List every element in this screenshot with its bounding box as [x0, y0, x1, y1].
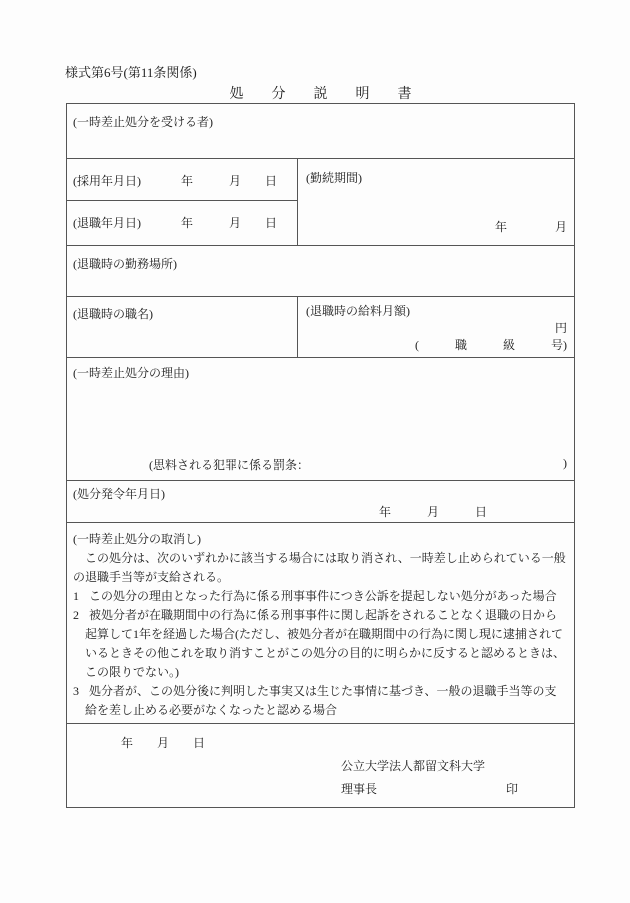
signature-position-title: 理事長: [341, 782, 378, 796]
cell-recipient: [67, 104, 574, 159]
workplace-label: (退職時の勤務場所): [73, 257, 177, 271]
cell-reason: [67, 358, 574, 481]
signature-date-placeholder: 年 月 日: [121, 736, 206, 750]
cell-retire-date: [67, 201, 297, 245]
cell-signature: [67, 724, 574, 807]
clause-2-number: 2: [73, 608, 79, 622]
hire-date-label: (採用年月日): [73, 174, 141, 188]
cell-job-title: [67, 297, 298, 357]
row-dates-and-period: [67, 159, 574, 246]
signature-organization: 公立大学法人都留文科大学: [341, 759, 486, 773]
cancellation-clause-2: [73, 606, 568, 682]
retire-date-label: (退職年月日): [73, 216, 141, 230]
issue-date-ymd-placeholder: 年 月 日: [379, 505, 488, 519]
service-period-label: (勤続期間): [306, 171, 362, 185]
cell-cancellation: [67, 523, 574, 724]
salary-yen-unit: 円: [554, 321, 567, 335]
reason-label: (一時差止処分の理由): [73, 366, 189, 380]
form-table: [66, 103, 575, 808]
clause-2-text: 被処分者が在職期間中の行為に係る刑事事件に関し起訴をされることなく退職の日から起算して1年を経過した場合(ただし、被処分者が在職期間中の行為に関し現に逮捕されているときその他これを取り消すことがこの処分の目的に明らかに反すると認めるときは、この限りでない。): [85, 608, 566, 679]
clause-3-text: 処分者が、この処分後に判明した事実又は生じた事情に基づき、一般の退職手当等の支給を差し止める必要がなくなったと認める場合: [85, 684, 557, 717]
row-jobtitle-salary: [67, 297, 574, 358]
cancellation-clause-3: [73, 682, 568, 720]
clause-1-text: この処分の理由となった行為に係る刑事事件につき公訴を提起しない処分があった場合: [89, 589, 557, 603]
cell-salary: [298, 297, 574, 357]
document-title: 処 分 説 明 書: [229, 87, 412, 102]
cell-service-period: [298, 159, 574, 245]
salary-grade-line: ( 職 級 号): [415, 338, 567, 352]
penal-clause-prefix: (思料される犯罪に係る罰条：: [149, 458, 309, 472]
cancellation-intro: この処分は、次のいずれかに該当する場合には取り消され、一時差し止められている一般の退職手当等が支給される。: [73, 551, 566, 584]
penal-clause-line: [67, 456, 574, 473]
issue-date-label: (処分発令年月日): [73, 487, 165, 501]
cancellation-label: (一時差止処分の取消し): [73, 532, 201, 546]
form-number: 様式第6号(第11条関係): [65, 65, 197, 80]
service-period-placeholder: 年 月: [494, 220, 567, 234]
recipient-label: (一時差止処分を受ける者): [73, 115, 213, 129]
salary-label: (退職時の給料月額): [306, 304, 410, 318]
cell-issue-date: [67, 481, 574, 523]
hire-date-ymd-placeholder: 年 月 日: [181, 174, 278, 188]
retire-date-ymd-placeholder: 年 月 日: [181, 216, 278, 230]
clause-3-number: 3: [73, 684, 79, 698]
signature-title-line: [341, 780, 518, 797]
cancellation-clause-1: [73, 587, 568, 606]
seal-mark: 印: [505, 782, 518, 796]
col-dates: [67, 159, 298, 245]
clause-1-number: 1: [73, 589, 79, 603]
cell-hire-date: [67, 159, 297, 201]
cell-workplace: [67, 246, 574, 297]
job-title-label: (退職時の職名): [73, 307, 153, 321]
penal-clause-suffix: ): [563, 456, 567, 470]
